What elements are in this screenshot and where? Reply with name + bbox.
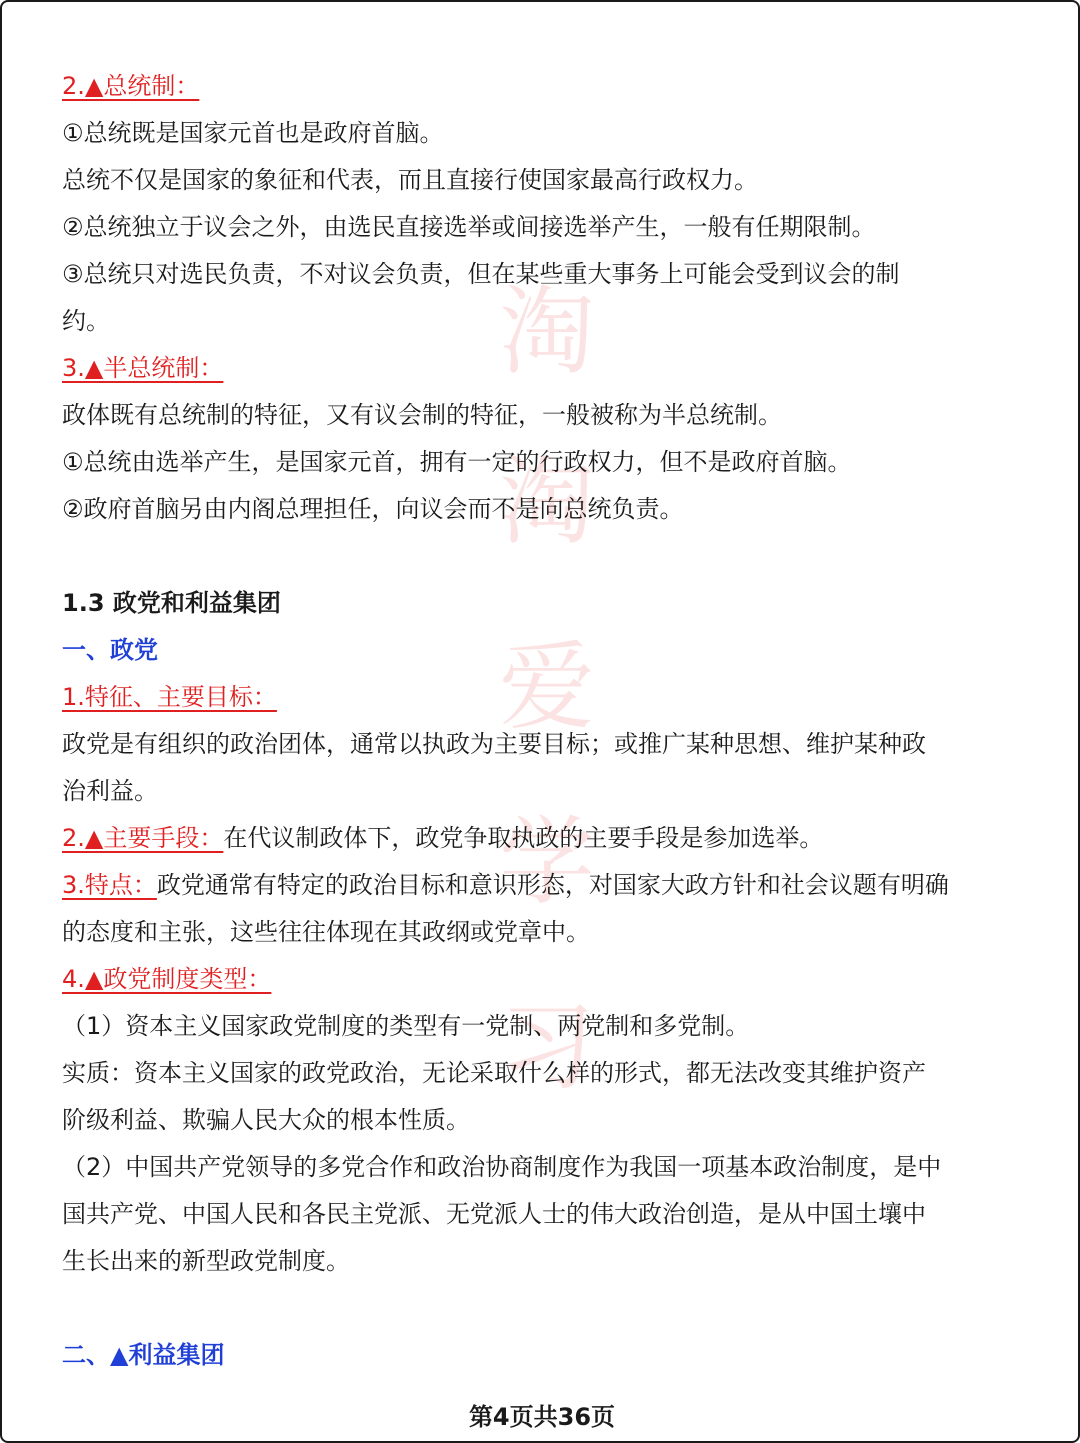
paragraph: ②政府首脑另由内阁总理担任，向议会而不是向总统负责。 — [62, 495, 684, 523]
means-text: 在代议制政体下，政党争取执政的主要手段是参加选举。 — [223, 824, 824, 852]
paragraph: 政体既有总统制的特征，又有议会制的特征，一般被称为半总统制。 — [62, 401, 782, 429]
characteristics-line — [62, 868, 949, 902]
means-line — [62, 821, 823, 855]
page-number: 第4页共36页 — [468, 1403, 616, 1431]
paragraph: ①总统既是国家元首也是政府首脑。 — [62, 119, 444, 147]
paragraph: 政党是有组织的政治团体，通常以执政为主要目标；或推广某种思想、维护某种政 — [62, 730, 926, 758]
paragraph: 生长出来的新型政党制度。 — [62, 1247, 350, 1275]
presidential-heading: 2.▲总统制： — [62, 72, 200, 100]
semi-presidential-heading: 3.▲半总统制： — [62, 354, 224, 382]
section-title: 1.3 政党和利益集团 — [62, 589, 281, 617]
paragraph: 总统不仅是国家的象征和代表，而且直接行使国家最高行政权力。 — [62, 166, 758, 194]
paragraph: 约。 — [62, 307, 110, 335]
characteristics-heading: 3.特点： — [62, 871, 157, 899]
watermark-char: 习 — [499, 991, 595, 1103]
paragraph: 实质：资本主义国家的政党政治，无论采取什么样的形式，都无法改变其维护资产 — [62, 1059, 926, 1087]
paragraph: ②总统独立于议会之外，由选民直接选举或间接选举产生，一般有任期限制。 — [62, 213, 876, 241]
part-title-parties: 一、政党 — [62, 636, 158, 664]
paragraph: ③总统只对选民负责，不对议会负责，但在某些重大事务上可能会受到议会的制 — [62, 260, 900, 288]
watermark-char: 爱 — [499, 631, 595, 743]
means-heading: 2.▲主要手段： — [62, 824, 224, 852]
watermark-char: 淘 — [499, 276, 595, 388]
watermark-char: 学 — [499, 806, 595, 918]
paragraph: ①总统由选举产生，是国家元首，拥有一定的行政权力，但不是政府首脑。 — [62, 448, 852, 476]
part-title-interest-groups: 二、▲利益集团 — [62, 1341, 225, 1369]
watermark-char: 淘 — [499, 446, 595, 558]
paragraph: 阶级利益、欺骗人民大众的根本性质。 — [62, 1106, 470, 1134]
features-heading: 1.特征、主要目标： — [62, 683, 277, 711]
paragraph: 治利益。 — [62, 777, 158, 805]
paragraph: （2）中国共产党领导的多党合作和政治协商制度作为我国一项基本政治制度，是中 — [62, 1153, 942, 1181]
party-system-types-heading: 4.▲政党制度类型： — [62, 965, 272, 993]
paragraph: 的态度和主张，这些往往体现在其政纲或党章中。 — [62, 918, 590, 946]
paragraph: （1）资本主义国家政党制度的类型有一党制、两党制和多党制。 — [62, 1012, 750, 1040]
paragraph: 国共产党、中国人民和各民主党派、无党派人士的伟大政治创造，是从中国土壤中 — [62, 1200, 926, 1228]
characteristics-text: 政党通常有特定的政治目标和意识形态，对国家大政方针和社会议题有明确 — [156, 871, 949, 899]
